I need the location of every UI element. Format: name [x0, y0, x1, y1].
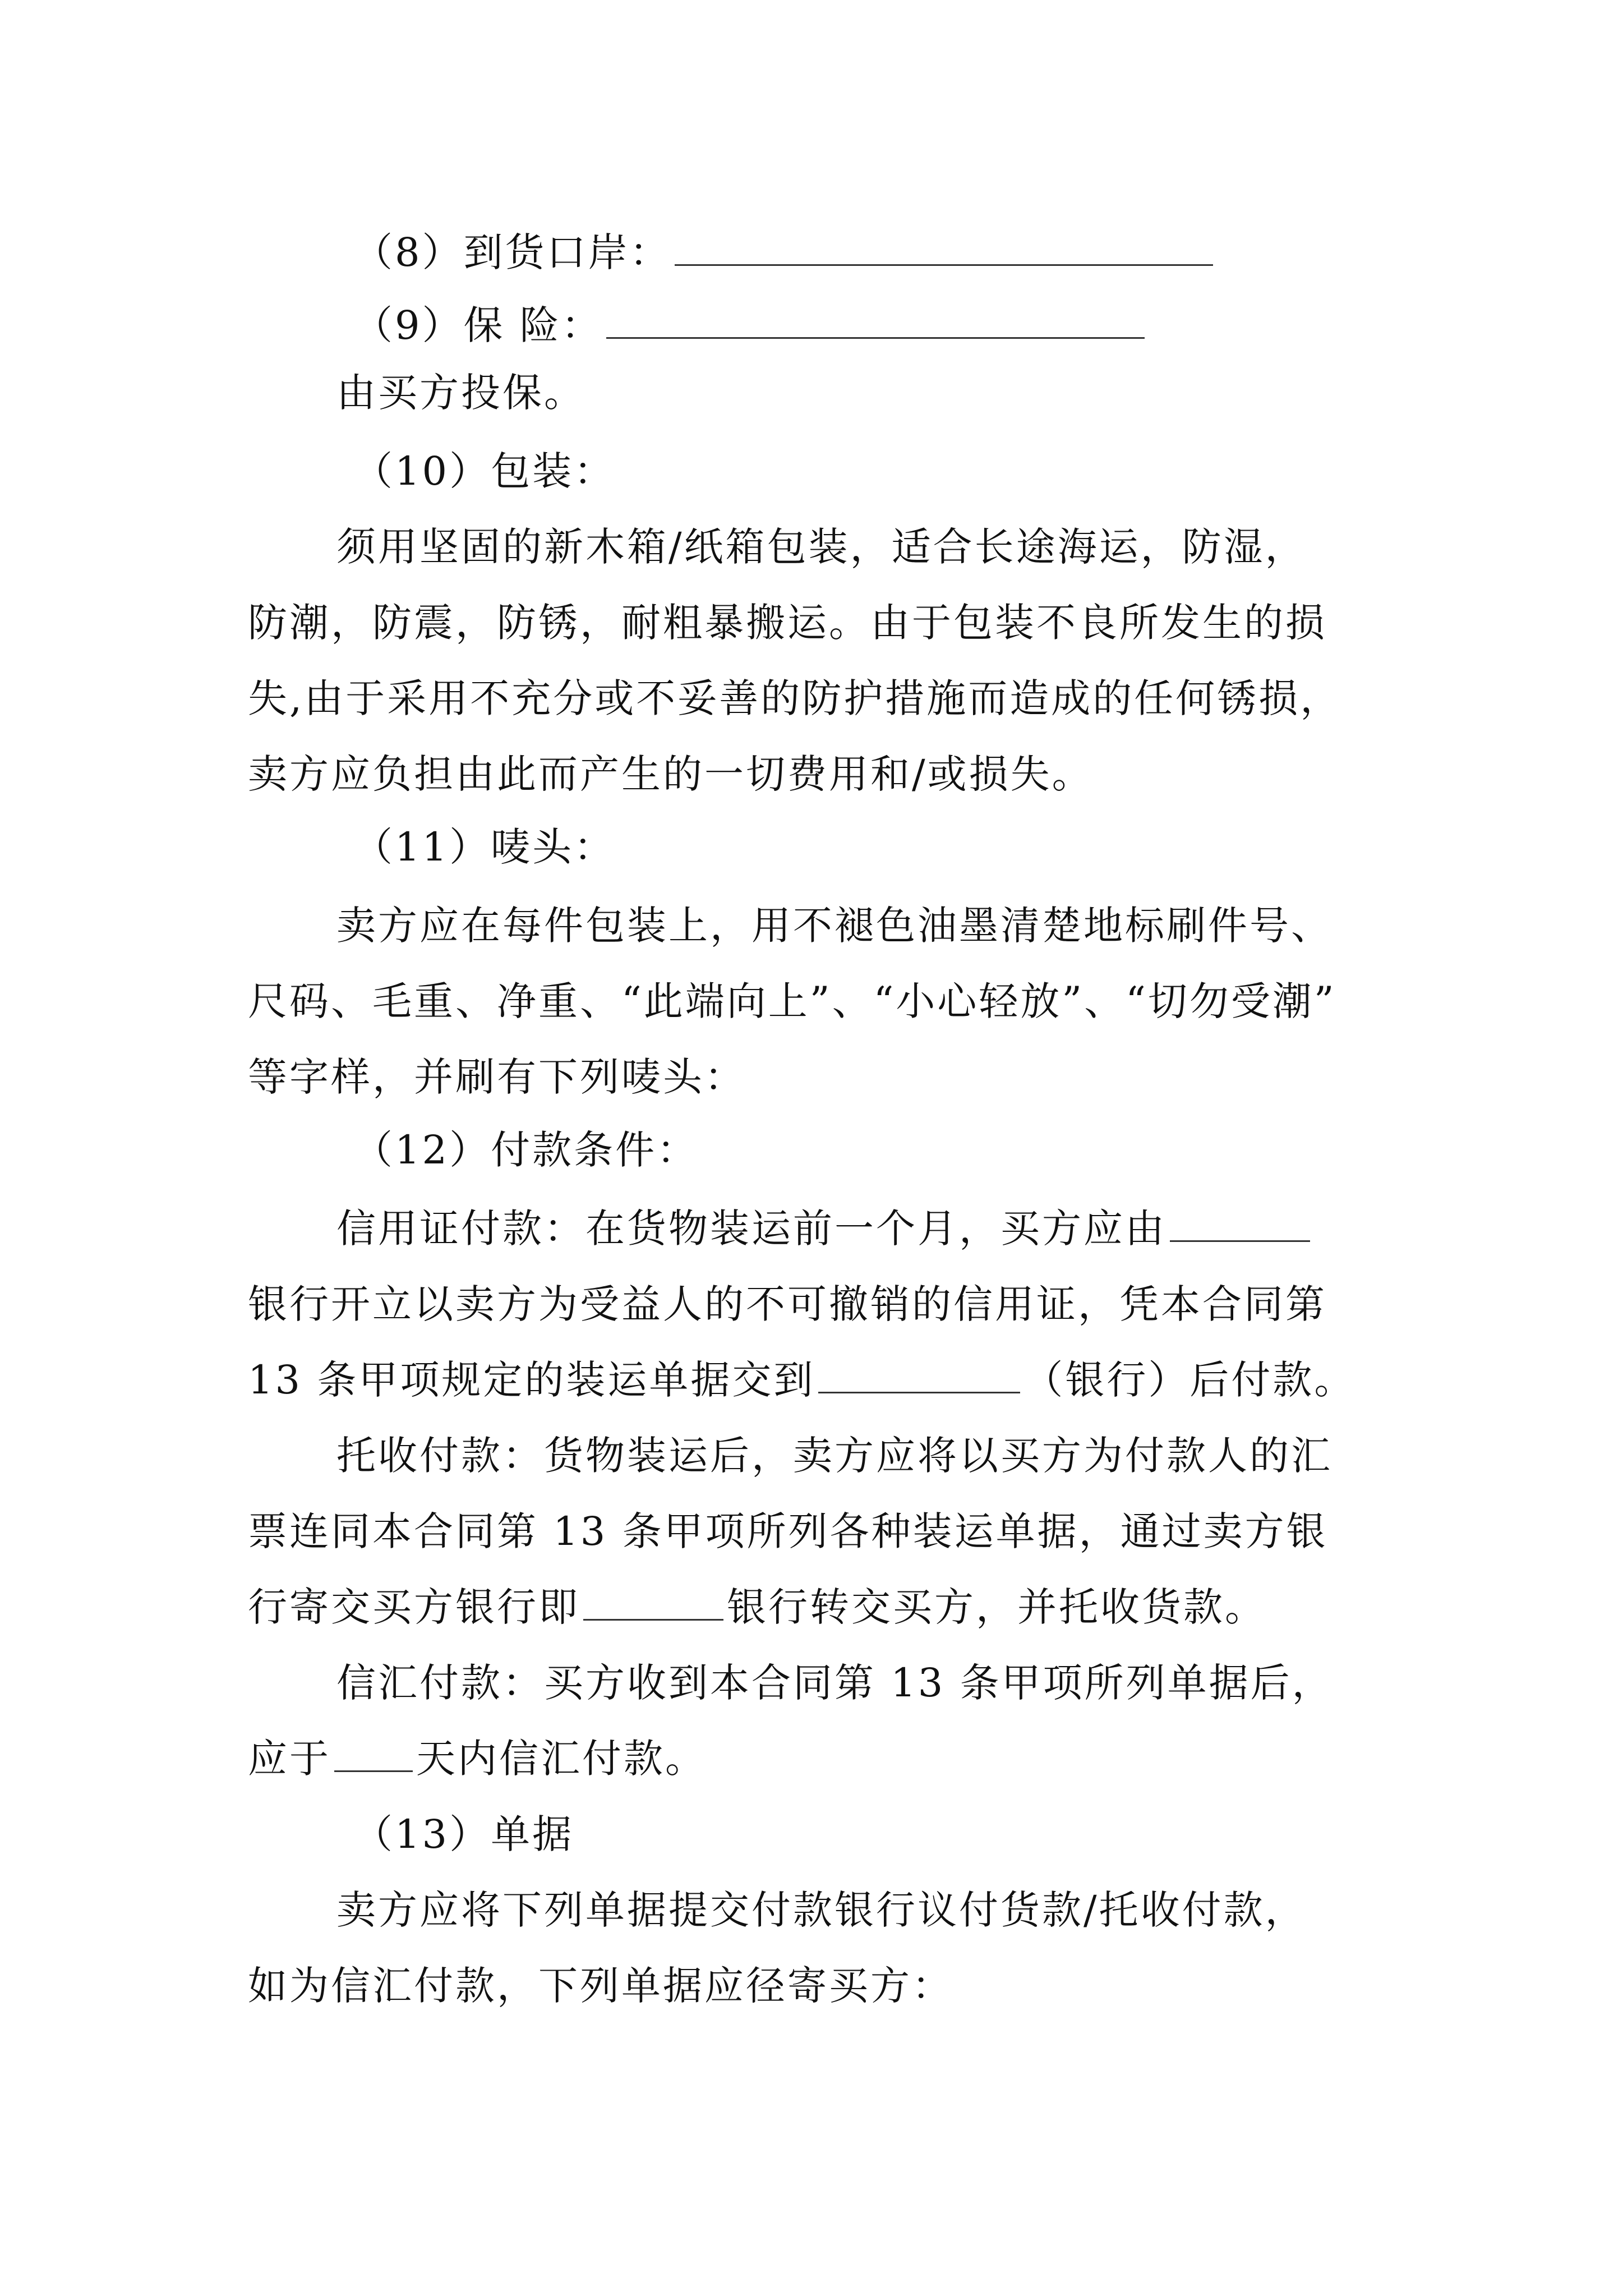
lc-bank-blank [1170, 1201, 1310, 1242]
clause-11-heading: （11）唛头： [353, 824, 616, 870]
insurance-blank [606, 298, 1145, 339]
mt-text-2b: 天内信汇付款。 [416, 1736, 707, 1782]
clause-13-heading: （13）单据 [353, 1811, 574, 1857]
marks-line-2: 尺码、毛重、净重、“此端向上”、“小心轻放”、“切勿受潮” [248, 978, 1336, 1024]
collection-bank-blank [583, 1580, 723, 1621]
lc-line-2: 银行开立以卖方为受益人的不可撤销的信用证，凭本合同第 [248, 1281, 1327, 1327]
clause-12-heading: （12）付款条件： [353, 1127, 699, 1173]
clause-9-insurance [0, 297, 1623, 353]
clause-8-port [0, 224, 1623, 280]
clause-9-label: （9）保 险： [353, 302, 603, 348]
documents-line-1: 卖方应将下列单据提交付款银行议付货款/托收付款， [336, 1887, 1307, 1933]
collection-line-1: 托收付款：货物装运后，卖方应将以买方为付款人的汇 [336, 1433, 1332, 1479]
lc-line-3 [0, 1352, 1623, 1408]
collection-text-3b: 银行转交买方，并托收货款。 [727, 1584, 1266, 1630]
marks-line-1: 卖方应在每件包装上，用不褪色油墨清楚地标刷件号、 [336, 903, 1332, 949]
documents-line-2: 如为信汇付款，下列单据应径寄买方： [248, 1963, 953, 2009]
packing-line-4: 卖方应负担由此而产生的一切费用和/或损失。 [248, 751, 1094, 797]
packing-line-1: 须用坚固的新木箱/纸箱包装，适合长途海运，防湿， [336, 524, 1307, 570]
collection-line-2: 票连同本合同第 13 条甲项所列各种装运单据，通过卖方银 [248, 1508, 1328, 1554]
mt-line-1: 信汇付款：买方收到本合同第 13 条甲项所列单据后， [336, 1660, 1334, 1706]
lc-text-3a: 13 条甲项规定的装运单据交到 [248, 1357, 815, 1403]
packing-line-2: 防潮，防震，防锈，耐粗暴搬运。由于包装不良所发生的损 [248, 600, 1327, 646]
mt-line-2 [0, 1731, 1623, 1787]
port-blank [675, 225, 1213, 266]
collection-line-3 [0, 1579, 1623, 1635]
lc-text-1: 信用证付款：在货物装运前一个月，买方应由 [336, 1205, 1166, 1251]
packing-line-3: 失,由于采用不充分或不妥善的防护措施而造成的任何锈损， [248, 675, 1342, 721]
lc-line-1 [0, 1200, 1623, 1257]
marks-line-3: 等字样，并刷有下列唛头： [248, 1054, 746, 1100]
mt-days-blank [334, 1731, 413, 1772]
collection-text-3a: 行寄交买方银行即 [248, 1584, 580, 1630]
insurance-text: 由买方投保。 [336, 370, 585, 416]
lc-text-3b: （银行）后付款。 [1023, 1357, 1356, 1403]
lc-deliver-bank-blank [818, 1352, 1020, 1393]
mt-text-2a: 应于 [248, 1736, 331, 1782]
clause-8-label: （8）到货口岸： [353, 229, 671, 275]
clause-10-heading: （10）包装： [353, 448, 616, 494]
